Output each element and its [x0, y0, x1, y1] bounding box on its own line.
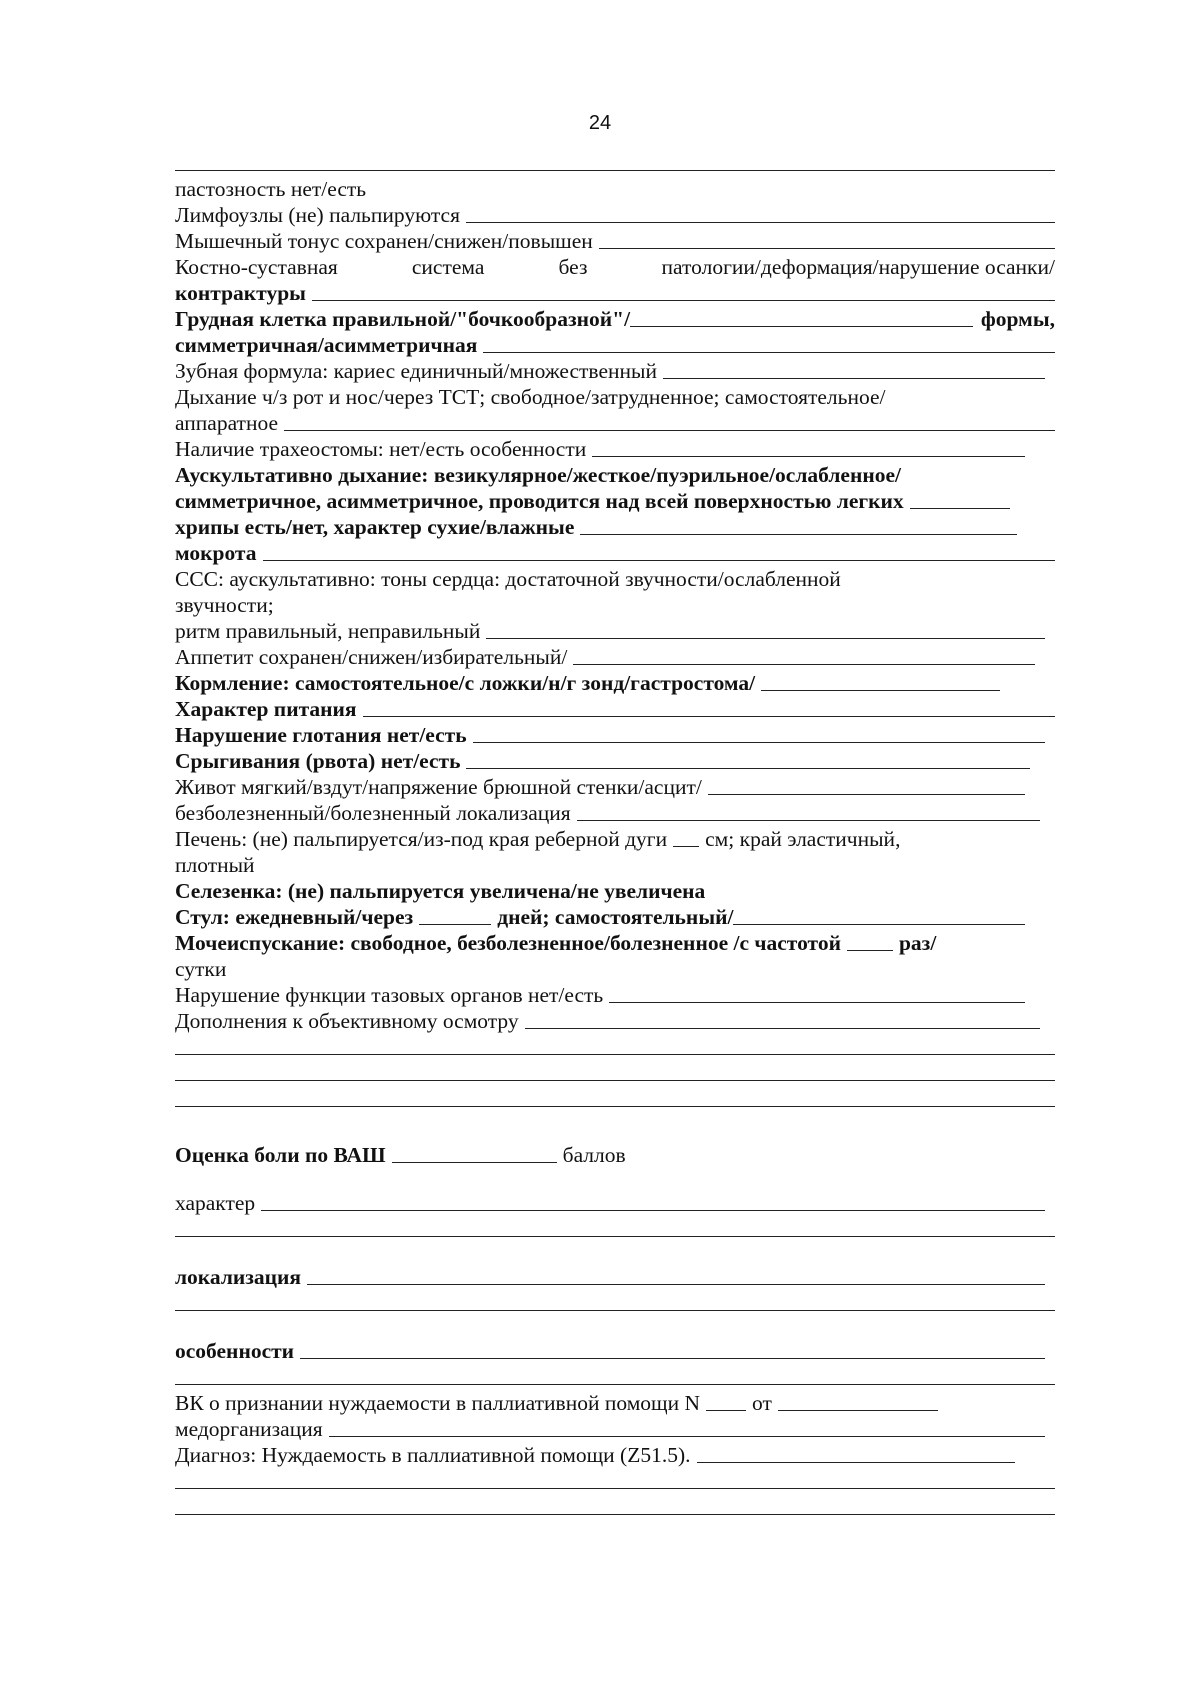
- field-localization[interactable]: [307, 1284, 1045, 1285]
- label-auscult-2: симметричное, асимметричное, проводится над всей поверхностью легких: [175, 489, 904, 513]
- line-breathing: Дыхание ч/з рот и нос/через ТСТ; свободное/затрудненное; самостоятельное/: [175, 385, 886, 409]
- field-stool-days[interactable]: [419, 924, 491, 925]
- line-diagnosis: [175, 1442, 1055, 1468]
- line-symmetry: [175, 332, 1055, 358]
- label-additions: Дополнения к объективному осмотру: [175, 1009, 519, 1033]
- bone-word-3: без: [558, 255, 588, 279]
- field-vomiting[interactable]: [466, 768, 1030, 769]
- line-medorg: [175, 1416, 1055, 1442]
- field-lungs[interactable]: [910, 508, 1010, 509]
- line-dense: плотный: [175, 853, 255, 877]
- field-tracheostomy[interactable]: [592, 456, 1025, 457]
- additions-line-3[interactable]: [175, 1060, 1055, 1086]
- field-character[interactable]: [261, 1210, 1045, 1211]
- additions-line-4[interactable]: [175, 1086, 1055, 1112]
- field-lymph[interactable]: [466, 222, 1055, 223]
- field-liver-cm[interactable]: [673, 846, 699, 847]
- examination-form: [175, 170, 1055, 1520]
- line-auscult-2: [175, 488, 1055, 514]
- field-diagnosis[interactable]: [697, 1462, 1015, 1463]
- additions-line-2[interactable]: [175, 1034, 1055, 1060]
- line-teeth: [175, 358, 1055, 384]
- field-swallowing[interactable]: [473, 742, 1045, 743]
- line-pastoznost: пастозность нет/есть: [175, 177, 367, 201]
- line-stool: [175, 904, 1055, 930]
- field-nutrition[interactable]: [363, 716, 1055, 717]
- field-rhythm[interactable]: [486, 638, 1045, 639]
- line-swallowing: [175, 722, 1055, 748]
- field-muscle[interactable]: [599, 248, 1055, 249]
- spacer: [175, 1316, 1055, 1338]
- spacer: [175, 1112, 1055, 1142]
- bone-word-1: Костно-суставная: [175, 255, 338, 279]
- bone-word-2: система: [411, 255, 485, 279]
- field-pain-localization[interactable]: [577, 820, 1040, 821]
- line-chest: [175, 306, 1055, 332]
- bone-word-4: патологии/деформация/нарушение осанки/: [661, 255, 1055, 279]
- line-rhythm: [175, 618, 1055, 644]
- line-localization: [175, 1264, 1055, 1290]
- line-contractures: [175, 280, 1055, 306]
- label-stool: Стул: ежедневный/через: [175, 905, 414, 929]
- label-vomiting: Срыгивания (рвота) нет/есть: [175, 749, 461, 773]
- line-ccc-2: звучности;: [175, 593, 274, 617]
- label-rhythm: ритм правильный, неправильный: [175, 619, 481, 643]
- label-medorg: медорганизация: [175, 1417, 323, 1441]
- line-vk: [175, 1390, 1055, 1416]
- field-features[interactable]: [300, 1358, 1045, 1359]
- label-muscle: Мышечный тонус сохранен/снижен/повышен: [175, 229, 593, 253]
- label-tracheostomy: Наличие трахеостомы: нет/есть особенности: [175, 437, 587, 461]
- line-vas: [175, 1142, 1055, 1168]
- field-appetite[interactable]: [573, 664, 1035, 665]
- label-pelvic: Нарушение функции тазовых органов нет/есть: [175, 983, 604, 1007]
- top-rule: [175, 170, 1055, 171]
- field-sputum[interactable]: [263, 560, 1056, 561]
- localization-line-2[interactable]: [175, 1290, 1055, 1316]
- label-localization: локализация: [175, 1265, 302, 1289]
- line-additions: [175, 1008, 1055, 1034]
- line-character: [175, 1190, 1055, 1216]
- field-stool[interactable]: [733, 924, 1025, 925]
- label-vas-points: баллов: [562, 1143, 626, 1167]
- label-liver-edge: см; край эластичный,: [705, 827, 901, 851]
- line-apparatus: [175, 410, 1055, 436]
- line-per-day: сутки: [175, 957, 227, 981]
- line-pelvic: [175, 982, 1055, 1008]
- label-apparatus: аппаратное: [175, 411, 279, 435]
- field-contractures[interactable]: [312, 300, 1055, 301]
- line-abdomen: [175, 774, 1055, 800]
- field-teeth[interactable]: [663, 378, 1045, 379]
- line-appetite: [175, 644, 1055, 670]
- label-character: характер: [175, 1191, 256, 1215]
- field-feeding[interactable]: [761, 690, 1000, 691]
- field-abdomen[interactable]: [708, 794, 1025, 795]
- character-line-2[interactable]: [175, 1216, 1055, 1242]
- line-ccc-1: ССС: аускультативно: тоны сердца: достаточной звучности/ослабленной: [175, 567, 841, 591]
- label-contractures: контрактуры: [175, 281, 306, 305]
- line-muscle: [175, 228, 1055, 254]
- line-nutrition: [175, 696, 1055, 722]
- line-liver: [175, 826, 1055, 852]
- field-apparatus[interactable]: [284, 430, 1055, 431]
- label-diagnosis: Диагноз: Нуждаемость в паллиативной помощи (Z51.5).: [175, 1443, 691, 1467]
- line-feeding: [175, 670, 1055, 696]
- label-feeding: Кормление: самостоятельное/с ложки/н/г зонд/гастростома/: [175, 671, 756, 695]
- field-chest[interactable]: [630, 326, 973, 327]
- diagnosis-line-2[interactable]: [175, 1468, 1055, 1494]
- label-abdomen: Живот мягкий/вздут/напряжение брюшной стенки/асцит/: [175, 775, 702, 799]
- page-number: 24: [588, 112, 612, 134]
- label-features: особенности: [175, 1339, 295, 1363]
- label-wheezing: хрипы есть/нет, характер сухие/влажные: [175, 515, 575, 539]
- line-lymph: [175, 202, 1055, 228]
- field-wheezing[interactable]: [580, 534, 1017, 535]
- label-chest: Грудная клетка правильной/"бочкообразной"/: [175, 307, 631, 331]
- line-sputum: [175, 540, 1055, 566]
- line-spleen: Селезенка: (не) пальпируется увеличена/не увеличена: [175, 879, 706, 903]
- line-features: [175, 1338, 1055, 1364]
- label-nutrition: Характер питания: [175, 697, 357, 721]
- label-vas: Оценка боли по ВАШ: [175, 1143, 386, 1167]
- label-sputum: мокрота: [175, 541, 257, 565]
- line-vomiting: [175, 748, 1055, 774]
- line-pain-localization: [175, 800, 1055, 826]
- label-appetite: Аппетит сохранен/снижен/избирательный/: [175, 645, 568, 669]
- label-stool-days: дней; самостоятельный/: [497, 905, 734, 929]
- label-lymph: Лимфоузлы (не) пальпируются: [175, 203, 460, 227]
- field-symmetry[interactable]: [483, 352, 1055, 353]
- label-vk-from: от: [752, 1391, 772, 1415]
- features-line-2[interactable]: [175, 1364, 1055, 1390]
- field-vk-number[interactable]: [706, 1410, 746, 1411]
- field-vk-date[interactable]: [778, 1410, 938, 1411]
- label-liver: Печень: (не) пальпируется/из-под края реберной дуги: [175, 827, 668, 851]
- spacer: [175, 1242, 1055, 1264]
- label-teeth: Зубная формула: кариес единичный/множественный: [175, 359, 657, 383]
- line-tracheostomy: [175, 436, 1055, 462]
- line-auscult-1: Аускультативно дыхание: везикулярное/жесткое/пуэрильное/ослабленное/: [175, 463, 902, 487]
- field-pelvic[interactable]: [609, 1002, 1025, 1003]
- label-urination: Мочеиспускание: свободное, безболезненное/болезненное /с частотой: [175, 931, 841, 955]
- field-additions[interactable]: [525, 1028, 1040, 1029]
- line-wheezing: [175, 514, 1055, 540]
- line-bone: [175, 254, 1055, 280]
- label-swallowing: Нарушение глотания нет/есть: [175, 723, 467, 747]
- field-medorg[interactable]: [329, 1436, 1045, 1437]
- spacer: [175, 1168, 1055, 1190]
- label-vk: ВК о признании нуждаемости в паллиативной помощи N: [175, 1391, 701, 1415]
- label-urination-times: раз/: [898, 931, 937, 955]
- label-pain-localization: безболезненный/болезненный локализация: [175, 801, 571, 825]
- label-chest-form: формы,: [980, 307, 1055, 331]
- field-urination-frequency[interactable]: [847, 950, 893, 951]
- label-symmetry: симметричная/асимметричная: [175, 333, 478, 357]
- diagnosis-line-3[interactable]: [175, 1494, 1055, 1520]
- field-vas-score[interactable]: [392, 1162, 557, 1163]
- line-urination: [175, 930, 1055, 956]
